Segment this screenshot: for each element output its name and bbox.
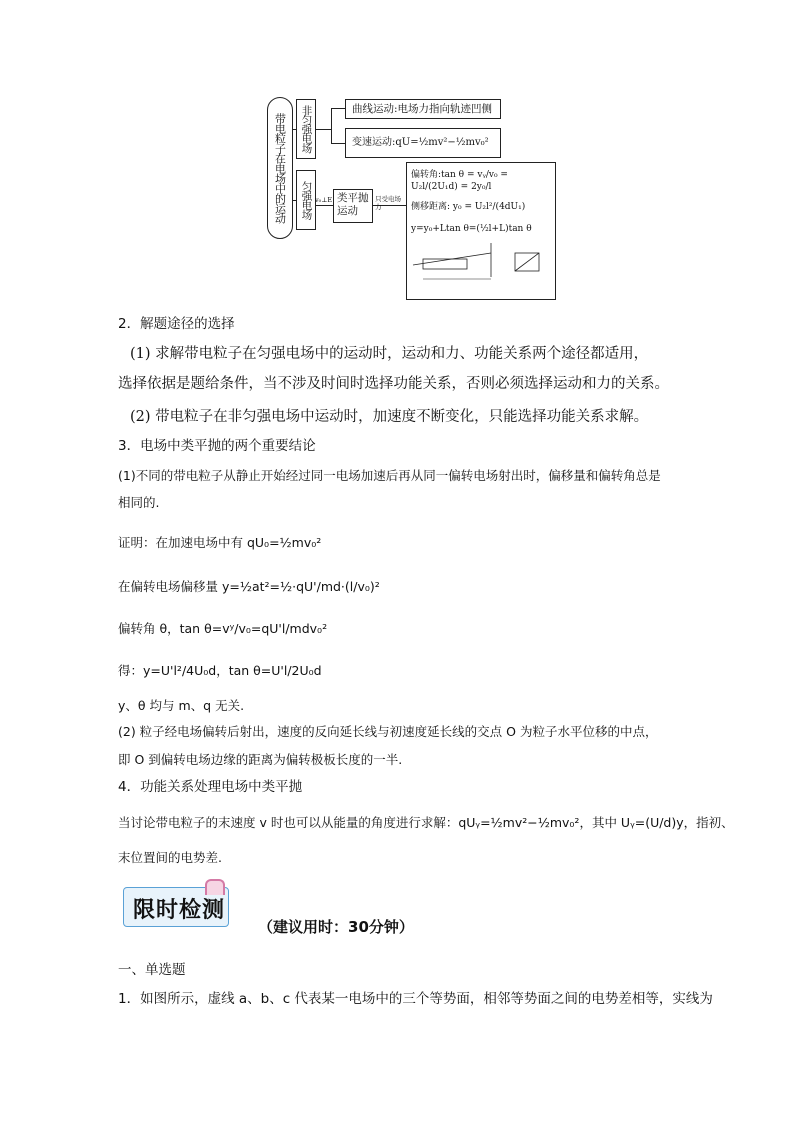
section-4-l1: 当讨论带电粒子的末速度 v 时也可以从能量的角度进行求解：qUᵧ=½mv²−½mv₀²，其中 Uᵧ=(U/d)y，指初、: [118, 815, 734, 830]
section-3-c1b: 相同的.: [118, 495, 160, 510]
diagram-formula-box: [406, 162, 556, 300]
section-4-heading: 4．功能关系处理电场中类平抛: [118, 779, 303, 795]
diagram-deflection-distance: 侧移距离: y₀ = U₂l²/(4dU₁): [411, 202, 526, 212]
independence-line: y、θ 均与 m、q 无关.: [118, 698, 245, 713]
result-line: 得：y=U'l²/4U₀d，tan θ=U'l/2U₀d: [118, 663, 322, 678]
section-2-p1a: (1) 求解带电粒子在匀强电场中的运动时，运动和力、功能关系两个途径都适用，: [130, 346, 649, 362]
angle-line: 偏转角 θ，tan θ=vʸ/v₀=qU'l/mdv₀²: [118, 621, 328, 636]
section-single-choice: 一、单选题: [118, 962, 186, 978]
section-4-l2: 末位置间的电势差.: [118, 850, 222, 865]
proof-line: 证明：在加速电场中有 qU₀=½mv₀²: [118, 535, 322, 550]
section-2-p2: (2) 带电粒子在非匀强电场中运动时，加速度不断变化，只能选择功能关系求解。: [130, 409, 649, 425]
section-2-p1b: 选择依据是题给条件，当不涉及时间时选择功能关系，否则必须选择运动和力的关系。: [118, 376, 669, 392]
question-1: 1．如图所示，虚线 a、b、c 代表某一电场中的三个等势面，相邻等势面之间的电势差相等，实线为: [118, 991, 713, 1007]
diagram-variable-motion: 变速运动:qU=½mv²−½mv₀²: [345, 128, 501, 158]
diagram-root: 带电粒子在电场中的运动: [267, 97, 293, 239]
diagram-deflection-angle: 偏转角:tan θ = vᵧ/v₀ = U₂l/(2U₁d) = 2y₀/l: [411, 170, 508, 192]
section-3-c2a: (2) 粒子经电场偏转后射出，速度的反向延长线与初速度延长线的交点 O 为粒子水平位移的中点，: [118, 724, 658, 739]
diagram-projectile: 类平抛运动: [333, 189, 373, 223]
suggested-time: （建议用时：30分钟）: [258, 918, 414, 936]
section-3-heading: 3．电场中类平抛的两个重要结论: [118, 438, 316, 454]
section-3-c2b: 即 O 到偏转电场边缘的距离为偏转极板长度的一半.: [118, 752, 403, 767]
diagram-condition: v₀⊥E: [315, 196, 333, 204]
diagram-curve-motion: 曲线运动:电场力指向轨迹凹侧: [345, 99, 501, 119]
diagram-total-offset: y=y₀+Ltan θ=(½l+L)tan θ: [411, 224, 532, 234]
section-2-heading: 2．解题途径的选择: [118, 316, 235, 332]
test-banner: [123, 883, 231, 925]
diagram-figures: [411, 239, 551, 287]
diagram-uniform: 匀强电场: [296, 170, 316, 230]
diagram-non-uniform: 非匀强电场: [296, 99, 316, 159]
mind-map-diagram: [265, 95, 565, 305]
section-3-c1a: (1)不同的带电粒子从静止开始经过同一电场加速后再从同一偏转电场射出时，偏移量和偏转角总是: [118, 468, 661, 483]
banner-title: 限时检测: [133, 898, 226, 923]
diagram-force-only: 只受电场力: [375, 195, 401, 211]
deflection-line: 在偏转电场偏移量 y=½at²=½·qU'/md·(l/v₀)²: [118, 579, 380, 594]
